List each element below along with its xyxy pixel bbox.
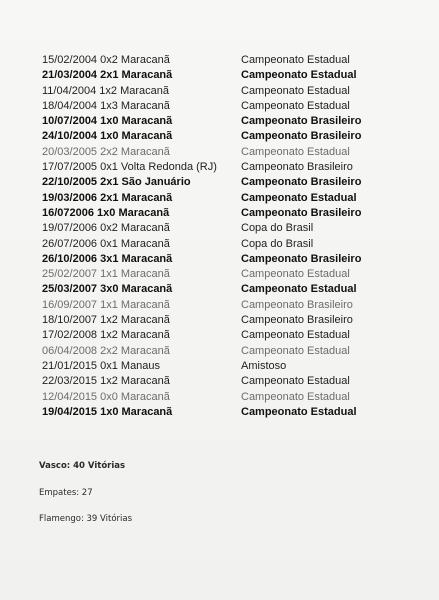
match-info: 21/01/2015 0x1 Manaus	[42, 359, 161, 372]
match-info: 16/09/2007 1x1 Maracanã	[42, 298, 170, 311]
match-info: 19/03/2006 2x1 Maracanã	[42, 191, 173, 204]
competition-name: Campeonato Brasileiro	[241, 252, 362, 265]
result-row	[42, 390, 432, 405]
result-row	[42, 129, 432, 144]
result-row	[42, 99, 432, 114]
result-row	[42, 328, 432, 343]
result-row	[42, 359, 432, 374]
competition-name: Campeonato Estadual	[241, 191, 357, 204]
competition-name: Amistoso	[241, 359, 287, 372]
competition-name: Campeonato Estadual	[241, 69, 357, 82]
competition-name: Campeonato Brasileiro	[241, 115, 362, 128]
competition-name: Campeonato Estadual	[241, 283, 357, 296]
draws-summary: Empates: 27	[39, 488, 93, 498]
competition-name: Campeonato Estadual	[241, 268, 350, 281]
vasco-wins-summary: Vasco: 40 Vitórias	[39, 461, 126, 471]
competition-name: Campeonato Estadual	[241, 375, 350, 388]
match-info: 18/04/2004 1x3 Maracanã	[42, 99, 170, 112]
result-row	[42, 114, 432, 129]
match-info: 19/07/2006 0x2 Maracanã	[42, 222, 170, 235]
match-info: 15/02/2004 0x2 Maracanã	[42, 54, 170, 66]
competition-name: Campeonato Estadual	[241, 405, 357, 418]
match-info: 20/03/2005 2x2 Maracanã	[42, 145, 170, 158]
match-info: 26/10/2006 3x1 Maracanã	[42, 252, 173, 265]
competition-name: Campeonato Estadual	[241, 145, 350, 158]
match-info: 18/10/2007 1x2 Maracanã	[42, 314, 170, 327]
match-info: 22/03/2015 1x2 Maracanã	[42, 375, 170, 388]
result-row	[42, 237, 432, 252]
result-row	[42, 191, 432, 206]
competition-name: Campeonato Estadual	[241, 54, 350, 66]
flamengo-wins-summary: Flamengo: 39 Vitórias	[39, 514, 133, 524]
result-row	[42, 175, 432, 190]
result-row	[42, 313, 432, 328]
result-row	[42, 53, 432, 68]
match-info: 25/03/2007 3x0 Maracanã	[42, 283, 173, 296]
result-row	[42, 160, 432, 175]
results-list	[42, 53, 432, 420]
match-info: 10/07/2004 1x0 Maracanã	[42, 115, 173, 128]
result-row	[42, 374, 432, 389]
competition-name: Campeonato Brasileiro	[241, 206, 362, 219]
competition-name: Campeonato Brasileiro	[241, 314, 353, 327]
competition-name: Campeonato Estadual	[241, 329, 350, 342]
competition-name: Campeonato Brasileiro	[241, 161, 353, 174]
match-info: 19/04/2015 1x0 Maracanã	[42, 405, 173, 418]
match-info: 06/04/2008 2x2 Maracanã	[42, 344, 170, 357]
match-info: 17/07/2005 0x1 Volta Redonda (RJ)	[42, 161, 217, 174]
competition-name: Copa do Brasil	[241, 237, 314, 250]
competition-name: Campeonato Estadual	[241, 344, 350, 357]
result-row	[42, 206, 432, 221]
competition-name: Copa do Brasil	[241, 222, 314, 235]
match-info: 17/02/2008 1x2 Maracanã	[42, 329, 170, 342]
competition-name: Campeonato Estadual	[241, 99, 350, 112]
competition-name: Campeonato Brasileiro	[241, 176, 362, 189]
match-info: 22/10/2005 2x1 São Januário	[42, 176, 191, 189]
result-row	[42, 298, 432, 313]
competition-name: Campeonato Estadual	[241, 84, 350, 97]
result-row	[42, 252, 432, 267]
result-row	[42, 84, 432, 99]
match-info: 11/04/2004 1x2 Maracanã	[42, 84, 169, 97]
result-row	[42, 267, 432, 282]
match-info: 21/03/2004 2x1 Maracanã	[42, 69, 173, 82]
match-info: 26/07/2006 0x1 Maracanã	[42, 237, 170, 250]
match-info: 12/04/2015 0x0 Maracanã	[42, 390, 170, 403]
competition-name: Campeonato Brasileiro	[241, 130, 362, 143]
result-row	[42, 68, 432, 83]
match-info: 24/10/2004 1x0 Maracanã	[42, 130, 173, 143]
match-info: 16/072006 1x0 Maracanã	[42, 206, 170, 219]
competition-name: Campeonato Brasileiro	[241, 298, 353, 311]
result-row	[42, 221, 432, 236]
result-row	[42, 145, 432, 160]
result-row	[42, 282, 432, 297]
competition-name: Campeonato Estadual	[241, 390, 350, 403]
result-row	[42, 344, 432, 359]
result-row	[42, 405, 432, 420]
match-info: 25/02/2007 1x1 Maracanã	[42, 268, 170, 281]
